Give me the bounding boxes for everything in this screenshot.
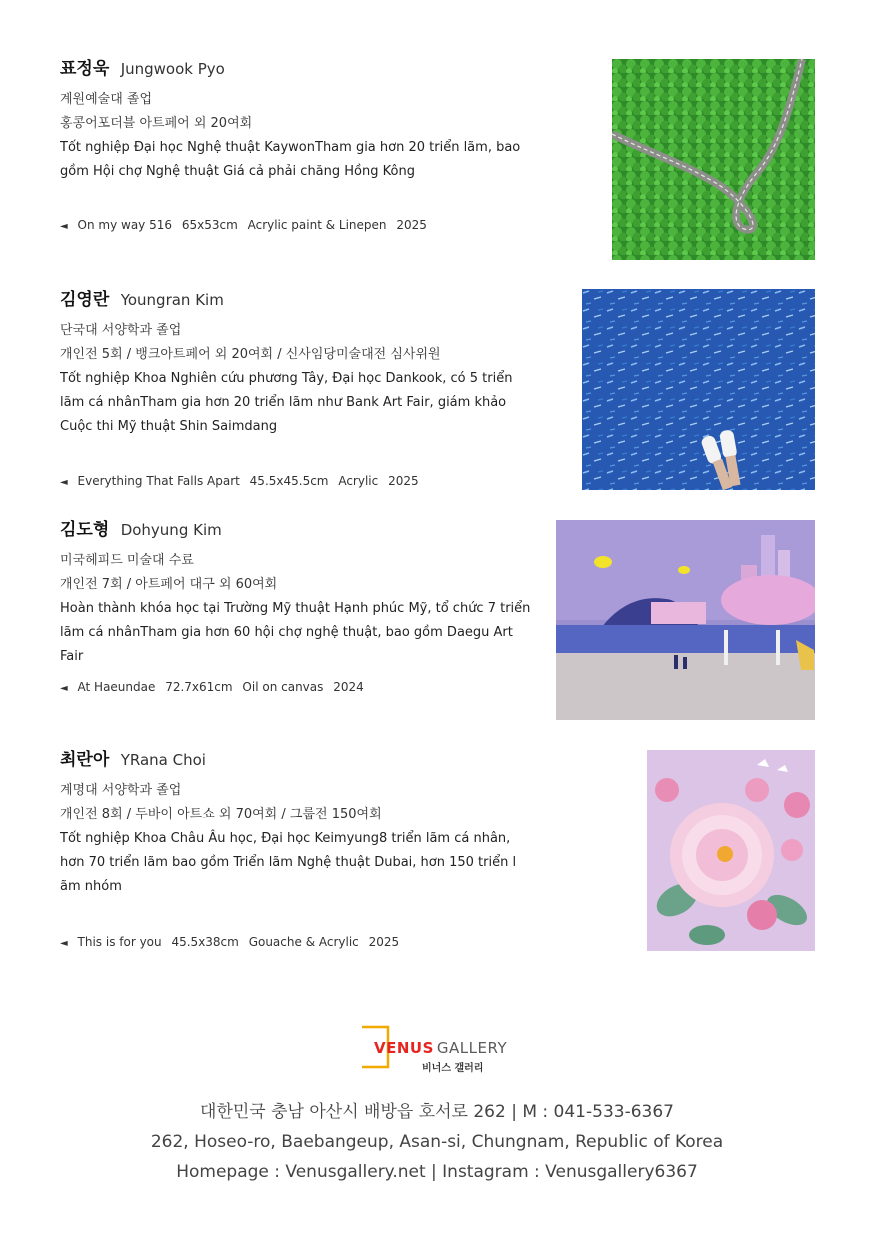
- bio-vi-line: hơn 70 triển lãm bao gồm Triển lãm Nghệ thuật Dubai, hơn 150 triển l: [60, 855, 517, 870]
- bio-kr-line: 개인전 8회 / 두바이 아트쇼 외 70여회 / 그룹전 150여회: [60, 807, 382, 822]
- bio-kr-line: 개인전 5회 / 뱅크아트페어 외 20여회 / 신사임당미술대전 심사위원: [60, 347, 441, 362]
- artwork-caption: ◄ This is for you 45.5x38cm Gouache & Acrylic 2025: [60, 935, 400, 949]
- bio-vi-line: Hoàn thành khóa học tại Trường Mỹ thuật Hạnh phúc Mỹ, tổ chức 7 triển: [60, 601, 531, 616]
- caption-arrow-icon: ◄: [60, 477, 68, 488]
- bio-vi-line: ãm nhóm: [60, 879, 122, 894]
- bio-kr-line: 홍콩어포더블 아트페어 외 20여회: [60, 116, 253, 131]
- bio-vi-line: lãm cá nhânTham gia hơn 20 triển lãm như Bank Art Fair, giám khảo: [60, 395, 507, 410]
- artwork-caption: ◄ On my way 516 65x53cm Acrylic paint & Linepen 2025: [60, 218, 427, 232]
- bio-vi-line: lãm cá nhânTham gia hơn 60 hội chợ nghệ thuật, bao gồm Daegu Art Fair: [60, 625, 513, 664]
- bio-kr-line: 계명대 서양학과 졸업: [60, 783, 182, 798]
- artwork-image-on-my-way: [612, 59, 815, 260]
- artist-name: 김도형 Dohyung Kim: [60, 520, 222, 540]
- artwork-image-everything-that-falls-apart: [582, 289, 815, 490]
- caption-arrow-icon: ◄: [60, 683, 68, 694]
- caption-arrow-icon: ◄: [60, 938, 68, 949]
- bio-vi-line: Tốt nghiệp Đại học Nghệ thuật KaywonTham gia hơn 20 triển lãm, bao: [60, 140, 521, 155]
- bio-vi-line: Tốt nghiệp Khoa Nghiên cứu phương Tây, Đại học Dankook, có 5 triển: [60, 371, 513, 386]
- address-kr: 대한민국 충남 아산시 배방읍 호서로 262 | M : 041-533-6367: [200, 1102, 674, 1122]
- artist-name: 최란아 YRana Choi: [60, 750, 206, 770]
- bio-vi-line: Cuộc thi Mỹ thuật Shin Saimdang: [60, 419, 278, 434]
- logo-subtitle: 비너스 갤러리: [422, 1063, 484, 1074]
- web-links: Homepage : Venusgallery.net | Instagram : Venusgallery6367: [176, 1162, 698, 1182]
- bio-vi-line: Tốt nghiệp Khoa Châu Âu học, Đại học Keimyung8 triển lãm cá nhân,: [60, 831, 511, 846]
- bio-vi-line: gồm Hội chợ Nghệ thuật Giá cả phải chăng Hồng Kông: [60, 164, 415, 179]
- artist-block-kim-dohyung: [60, 519, 550, 669]
- artist-name: 김영란 Youngran Kim: [60, 290, 224, 310]
- bio-kr-line: 개인전 7회 / 아트페어 대구 외 60여회: [60, 577, 278, 592]
- artwork-caption: ◄ At Haeundae 72.7x61cm Oil on canvas 2024: [60, 680, 364, 694]
- gallery-contact: [0, 1097, 874, 1187]
- artist-block-kim-youngran: [60, 289, 550, 439]
- caption-arrow-icon: ◄: [60, 221, 68, 232]
- bio-kr-line: 단국대 서양학과 졸업: [60, 323, 182, 338]
- address-en: 262, Hoseo-ro, Baebangeup, Asan-si, Chungnam, Republic of Korea: [150, 1132, 724, 1152]
- artist-block-choi: [60, 749, 550, 899]
- artist-block-pyo: [60, 58, 550, 184]
- artwork-image-this-is-for-you: [647, 750, 815, 951]
- artwork-image-at-haeundae: [556, 520, 815, 720]
- artist-name: 표정욱 Jungwook Pyo: [60, 59, 225, 79]
- bio-kr-line: 계원예술대 졸업: [60, 92, 153, 107]
- logo-wordmark: VENUS GALLERY: [374, 1039, 508, 1057]
- bio-kr-line: 미국헤피드 미술대 수료: [60, 553, 194, 568]
- artwork-caption: ◄ Everything That Falls Apart 45.5x45.5cm Acrylic 2025: [60, 474, 419, 488]
- venus-gallery-logo: [360, 1025, 520, 1075]
